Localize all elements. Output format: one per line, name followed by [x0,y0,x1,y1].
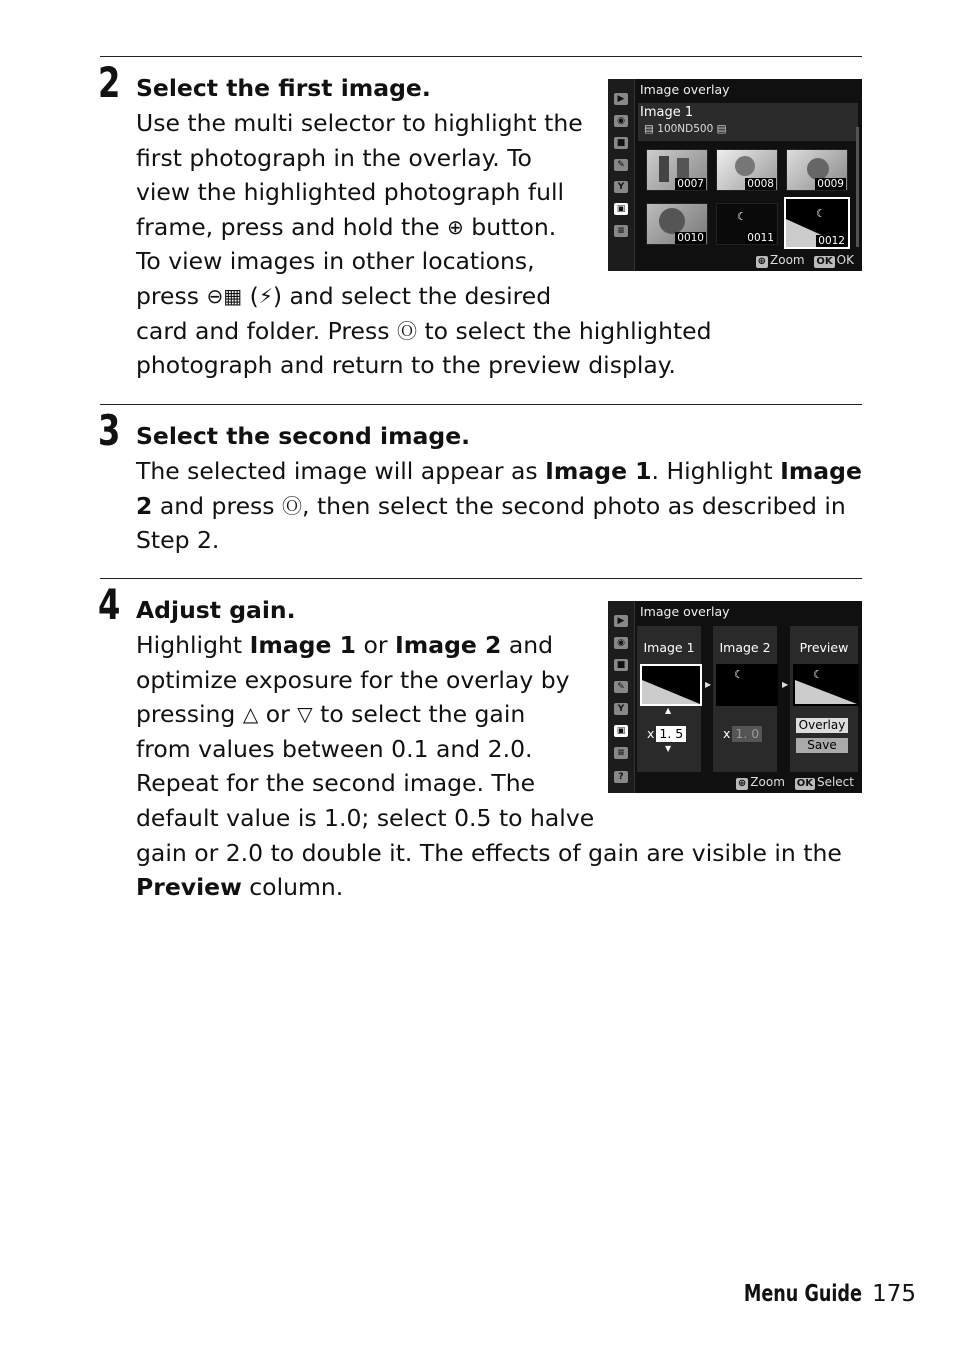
preview-thumbnail [793,664,859,706]
moon-icon: ☾ [737,210,747,223]
multi-selector-up-icon: △ [242,702,259,727]
step-number: 3 [98,406,121,455]
gain-down-arrow[interactable]: ▼ [665,744,672,753]
body-line: Step 2. [136,526,220,555]
image2-column[interactable]: Image 2 ☾ x 1. 0 [713,626,777,772]
gain-up-arrow[interactable]: ▲ [665,706,672,715]
step-body [136,454,866,558]
body-line: default value is 1.0; select 0.5 to halve [136,803,595,832]
camera-screen-gain-adjust [608,601,862,793]
image2-thumbnail [716,664,778,706]
body-line: pressing △ or ▽ to select the gain [136,697,866,732]
body-line: first photograph in the overlay. To [136,143,532,172]
ok-button-icon: Ⓞ [282,493,303,518]
movie-menu-icon: ■ [614,137,628,149]
moon-icon: ☾ [816,207,826,220]
thumbnail-selected[interactable]: ☾ 0012 [784,197,850,249]
body-line: The selected image will appear as Image 1. Highlight Image [136,457,862,485]
ok-button-icon: OK [796,778,813,789]
thumbnail[interactable]: 0008 [716,149,778,191]
image1-column[interactable]: Image 1 ▲ x 1. 5 ▼ [637,626,701,772]
screen-title: Image overlay [640,82,730,97]
thumbnail[interactable]: 0010 [646,203,708,245]
body-line: from values between 0.1 and 2.0. [136,734,533,763]
zoom-in-icon: ⊕ [447,214,464,239]
body-line: To view images in other locations, [136,247,535,276]
body-line: Repeat for the second image. The [136,769,536,798]
body-line: Use the multi selector to highlight the [136,109,583,137]
arrow-icon: ▶ [782,680,789,689]
section-rule [100,404,862,405]
body-line: 2 and press Ⓞ, then select the second photo as described in [136,489,866,524]
thumbnail-zoom-out-icon: ⊖▦ [206,283,243,308]
custom-settings-icon: ✎ [614,681,628,693]
arrow-icon: ▶ [705,680,712,689]
step-title: Adjust gain. [136,596,296,624]
help-icon: ? [614,771,628,783]
body-line: optimize exposure for the overlay by [136,665,570,694]
step-number: 2 [98,58,121,107]
playback-menu-icon: ▶ [614,93,628,105]
custom-settings-icon: ✎ [614,159,628,171]
screen-title: Image overlay [640,604,730,619]
moon-icon: ☾ [734,668,744,681]
my-menu-icon: ≡ [614,225,628,237]
screen-footer: ⊕ Zoom OK Select [737,775,854,789]
thumbnail[interactable]: ☾ 0011 [716,203,778,245]
ok-button-icon: Ⓞ [396,318,417,343]
step-title: Select the first image. [136,74,431,102]
body-line: Preview column. [136,873,344,902]
image1-thumbnail [640,664,702,706]
image1-gain[interactable]: x 1. 5 [647,726,686,742]
thumbnail[interactable]: 0009 [786,149,848,191]
body-line: frame, press and hold the ⊕ button. [136,210,856,245]
zoom-button-icon: ⊕ [737,778,747,789]
folder-name: ▤ 100ND500 ▤ [644,123,727,135]
screen-footer: ⊕ Zoom OK OK [757,253,854,267]
setup-menu-icon: Y [614,181,628,193]
multi-selector-down-icon: ▽ [297,702,313,727]
ok-button-icon: OK [816,256,833,267]
camera-menu-icon: ◉ [614,637,628,649]
section-label: Menu Guide [743,1281,862,1307]
camera-menu-icon: ◉ [614,115,628,127]
flash-icon: ⚡ [258,283,273,308]
body-line: gain or 2.0 to double it. The effects of gain are visible in the [136,838,842,867]
camera-screen-image-select [608,79,862,271]
retouch-menu-icon: ▣ [614,203,628,215]
menu-sidebar [608,79,635,271]
overlay-button[interactable]: Overlay [796,718,848,733]
body-line: press ⊖▦ (⚡) and select the desired [136,279,856,314]
my-menu-icon: ≡ [614,747,628,759]
body-line: photograph and return to the preview display. [136,351,676,380]
movie-menu-icon: ■ [614,659,628,671]
save-button[interactable]: Save [796,738,848,753]
menu-sidebar [608,601,635,793]
body-line: Highlight Image 1 or Image 2 and [136,631,554,659]
thumbnail[interactable]: 0007 [646,149,708,191]
image-slot-label: Image 1 [640,105,694,120]
retouch-menu-icon: ▣ [614,725,628,737]
section-rule [100,56,862,57]
setup-menu-icon: Y [614,703,628,715]
body-line: card and folder. Press Ⓞ to select the highlighted [136,314,856,349]
step-title: Select the second image. [136,422,471,450]
moon-icon: ☾ [813,668,823,681]
page-number: 175 [872,1281,916,1307]
scrollbar[interactable] [856,127,859,247]
playback-menu-icon: ▶ [614,615,628,627]
step-number: 4 [98,580,121,629]
image2-gain[interactable]: x 1. 0 [723,726,762,742]
preview-column: Preview ☾ Overlay Save [790,626,858,772]
zoom-button-icon: ⊕ [757,256,766,267]
body-line: view the highlighted photograph full [136,178,565,207]
section-rule [100,578,862,579]
